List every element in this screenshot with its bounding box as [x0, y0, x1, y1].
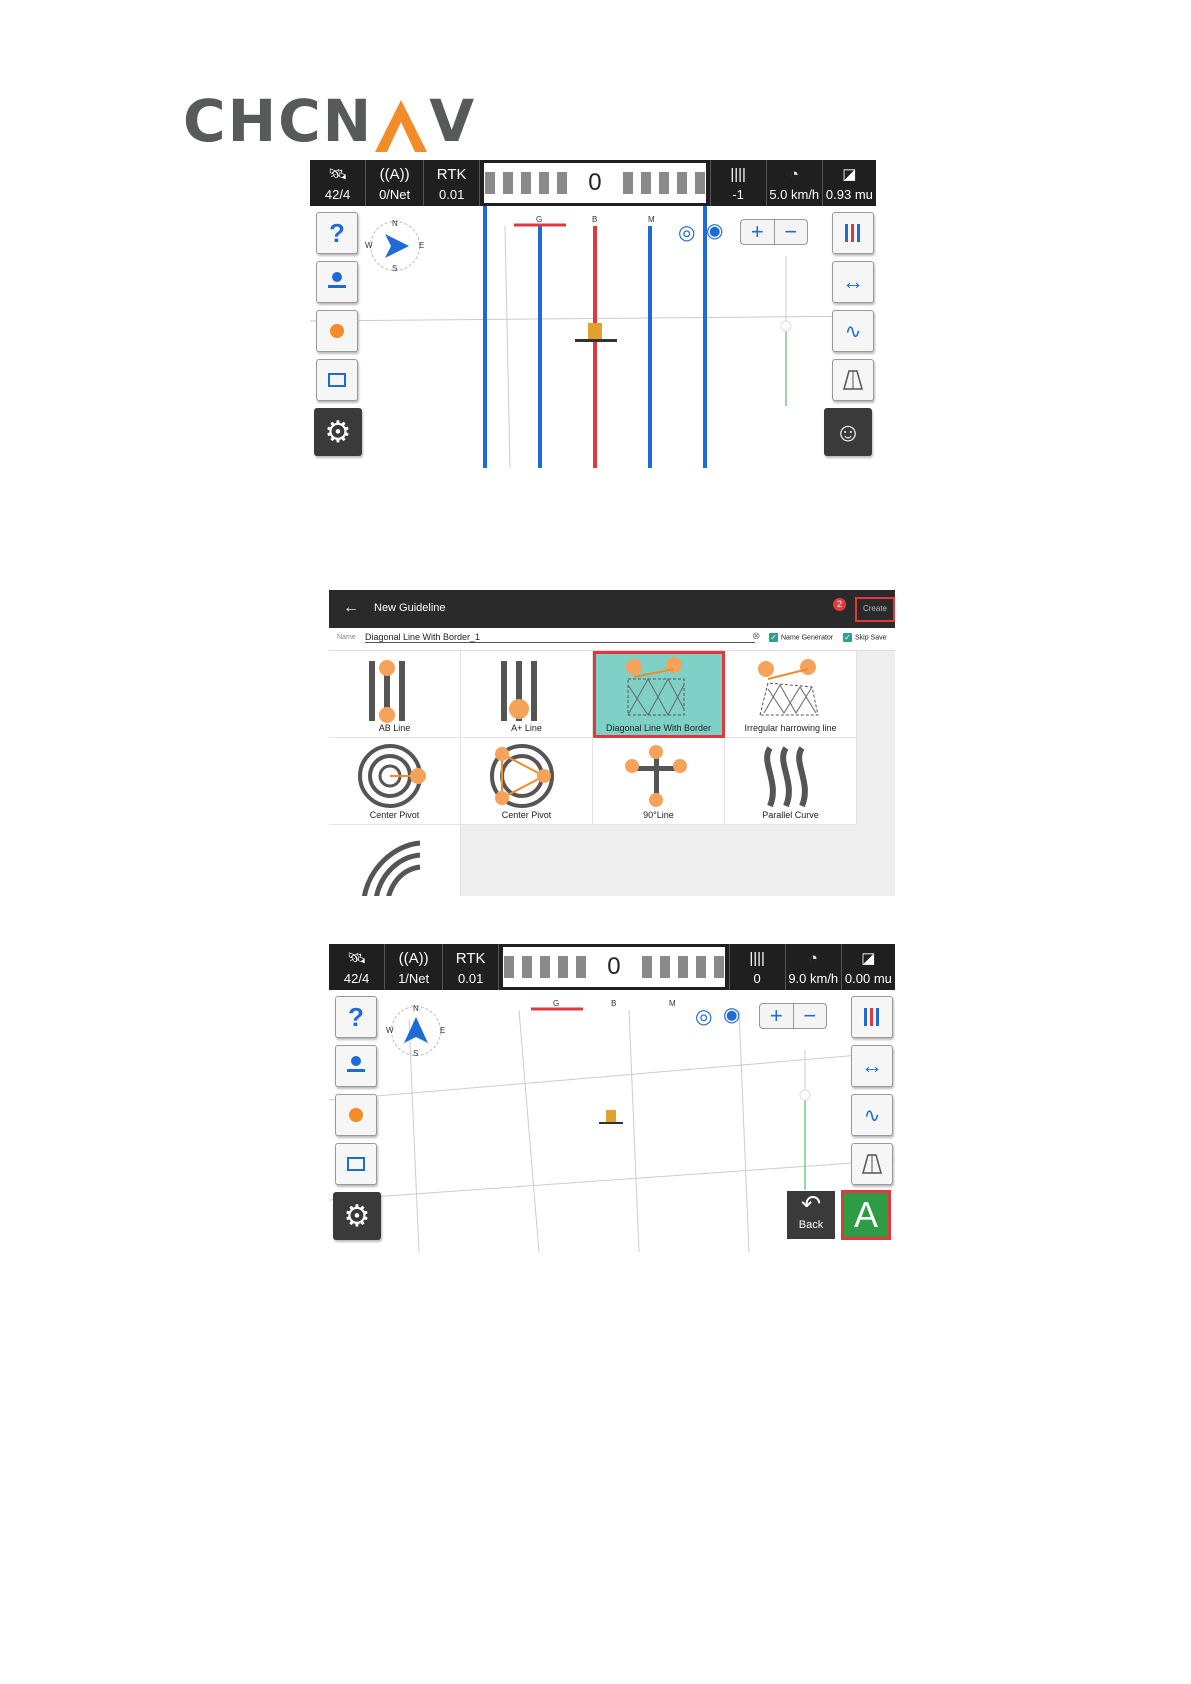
help-icon: ? [329, 217, 345, 248]
logo-a-mark [375, 100, 427, 152]
zoom-in-icon: + [750, 219, 764, 244]
field-icon [343, 1151, 369, 1177]
ninety-line-icon [618, 742, 698, 812]
map-view[interactable]: G B M N S E W ? ⚙ ◎ ◉ + − ↔ ∿ ☺ [310, 206, 876, 468]
antenna-icon: ((A)) [379, 165, 410, 183]
dialog-title: New Guideline [374, 602, 446, 614]
guideline-irregular-harrowing[interactable]: Irregular harrowing line [725, 651, 857, 738]
undo-icon: ↶ [800, 1191, 822, 1218]
satellite-status: 🛰 42/4 [310, 160, 366, 206]
settings-icon: ⚙ [324, 415, 352, 449]
area-icon: ◪ [842, 165, 857, 183]
road-button[interactable] [851, 1143, 893, 1185]
zoom-control [740, 219, 808, 245]
wave-icon: ∿ [844, 320, 862, 343]
network-status: ((A)) 1/Net [385, 944, 443, 990]
implement-icon [324, 269, 350, 295]
name-bar: Name Diagonal Line With Border_1 ⊗ ✓ Name Generator ✓ Skip Save [329, 628, 895, 651]
rtk-status: RTK 0.01 [424, 160, 480, 206]
back-button[interactable]: ↶ Back [787, 1191, 835, 1239]
wave-button[interactable] [851, 1094, 893, 1136]
speed-status: ◔ 9.0 km/h [786, 944, 842, 990]
diagonal-border-icon [618, 655, 698, 725]
name-generator-checkbox[interactable]: ✓ Name Generator [770, 633, 834, 642]
skip-save-checkbox[interactable]: ✓ Skip Save [844, 633, 887, 642]
check-icon: ✓ [844, 633, 851, 642]
satellite-icon: 🛰 [347, 949, 367, 967]
name-input[interactable]: Diagonal Line With Border_1 [365, 632, 755, 643]
brightness-icon [324, 318, 350, 344]
guideline-90-line[interactable]: 90°Line [593, 738, 725, 825]
lightbar [503, 947, 724, 987]
shift-button[interactable] [832, 261, 874, 303]
help-icon: ? [348, 1001, 364, 1032]
zoom-in-button[interactable] [741, 220, 775, 244]
camera-icon: ◉ [723, 1004, 741, 1026]
settings-button[interactable] [314, 408, 362, 456]
irregular-harrowing-icon [750, 655, 830, 725]
lightbar [484, 163, 705, 203]
field-button[interactable] [335, 1143, 377, 1185]
brightness-button[interactable] [316, 310, 358, 352]
brightness-button[interactable] [335, 1094, 377, 1136]
guideline-curve[interactable] [329, 825, 461, 896]
speedometer-icon: ◔ [808, 949, 818, 967]
implement-button[interactable] [316, 261, 358, 303]
lines-icon: |||| [730, 165, 746, 183]
guideline-a-plus-line[interactable]: A+ Line [461, 651, 593, 738]
camera-button[interactable] [723, 1002, 740, 1027]
map-view[interactable]: G B M N S E W ? ⚙ ◎ ◉ + − ↔ ∿ ↶ Back A [329, 990, 895, 1252]
zoom-in-icon: + [769, 1003, 783, 1028]
guideline-ab-line[interactable]: AB Line [329, 651, 461, 738]
satellite-status: 🛰 42/4 [329, 944, 385, 990]
guideline-parallel-curve[interactable]: Parallel Curve [725, 738, 857, 825]
road-icon [859, 1151, 885, 1177]
camera-icon: ◉ [706, 220, 724, 242]
driver-icon: ☺ [834, 416, 862, 447]
status-bar [310, 160, 876, 206]
lines-icon: |||| [749, 949, 765, 967]
settings-icon: ⚙ [343, 1199, 371, 1233]
speedometer-icon: ◔ [789, 165, 799, 183]
parallel-curve-icon [750, 742, 830, 812]
set-point-a-button[interactable]: A [841, 1190, 891, 1240]
locate-icon: ◎ [678, 222, 696, 244]
guideline-center-pivot-2[interactable]: Center Pivot [461, 738, 593, 825]
guidance-screen-1 [310, 160, 876, 468]
zoom-in-button[interactable] [760, 1004, 794, 1028]
zoom-out-button[interactable] [794, 1004, 827, 1028]
settings-button[interactable] [333, 1192, 381, 1240]
line-number: |||| -1 [710, 160, 767, 206]
chcnav-logo [183, 87, 477, 155]
antenna-icon: ((A)) [398, 949, 429, 967]
bars-button[interactable] [832, 212, 874, 254]
locate-icon: ◎ [695, 1006, 713, 1028]
shift-icon: ↔ [861, 1053, 883, 1078]
guidance-screen-2 [329, 944, 895, 1252]
compass: N S E W [365, 219, 425, 273]
a-plus-line-icon [486, 655, 566, 725]
network-status: ((A)) 0/Net [366, 160, 424, 206]
new-guideline-dialog [329, 590, 895, 896]
back-arrow-icon[interactable]: ← [343, 599, 359, 616]
ab-line-icon [354, 655, 434, 725]
locate-button[interactable] [695, 1004, 712, 1029]
camera-button[interactable] [706, 218, 723, 243]
implement-button[interactable] [335, 1045, 377, 1087]
shift-button[interactable] [851, 1045, 893, 1087]
brightness-icon [343, 1102, 369, 1128]
bars-button[interactable] [851, 996, 893, 1038]
help-button[interactable] [335, 996, 377, 1038]
zoom-out-icon: − [803, 1003, 817, 1028]
bars-icon [859, 1004, 885, 1030]
zoom-control [759, 1003, 827, 1029]
implement-icon [343, 1053, 369, 1079]
road-icon [840, 367, 866, 393]
zoom-out-button[interactable] [775, 220, 808, 244]
satellite-icon: 🛰 [328, 165, 348, 183]
help-button[interactable] [316, 212, 358, 254]
area-icon: ◪ [861, 949, 876, 967]
clear-icon[interactable]: ⊗ [752, 631, 761, 642]
curve-icon [354, 829, 434, 896]
rtk-status: RTK 0.01 [443, 944, 499, 990]
driver-button[interactable] [824, 408, 872, 456]
area-status: ◪ 0.00 mu [844, 949, 892, 986]
area-status: ◪ 0.93 mu [825, 165, 873, 202]
road-button[interactable] [832, 359, 874, 401]
guideline-center-pivot-1[interactable]: Center Pivot [329, 738, 461, 825]
logo-text-right: V [429, 87, 477, 155]
center-pivot-abc-icon [486, 742, 566, 812]
line-number: |||| 0 [729, 944, 786, 990]
dialog-header: ← New Guideline 2 Create [329, 590, 895, 628]
zoom-out-icon: − [784, 219, 798, 244]
check-icon: ✓ [770, 633, 777, 642]
offset-value: 0 [607, 953, 621, 980]
heading-arrow-icon [365, 219, 425, 273]
create-button[interactable]: Create [855, 597, 895, 622]
locate-button[interactable] [678, 220, 695, 245]
bars-icon [840, 220, 866, 246]
center-pivot-icon [354, 742, 434, 812]
shift-icon: ↔ [842, 269, 864, 294]
logo-text-left: CHCN [183, 87, 374, 155]
field-icon [324, 367, 350, 393]
status-bar [329, 944, 895, 990]
heading-arrow-icon [386, 1004, 446, 1058]
guideline-diagonal-border[interactable]: Diagonal Line With Border [593, 651, 725, 738]
wave-button[interactable] [832, 310, 874, 352]
speed-status: ◔ 5.0 km/h [767, 160, 823, 206]
wave-icon: ∿ [863, 1104, 881, 1127]
field-button[interactable] [316, 359, 358, 401]
offset-value: 0 [588, 169, 602, 196]
compass: N S E W [386, 1004, 446, 1058]
